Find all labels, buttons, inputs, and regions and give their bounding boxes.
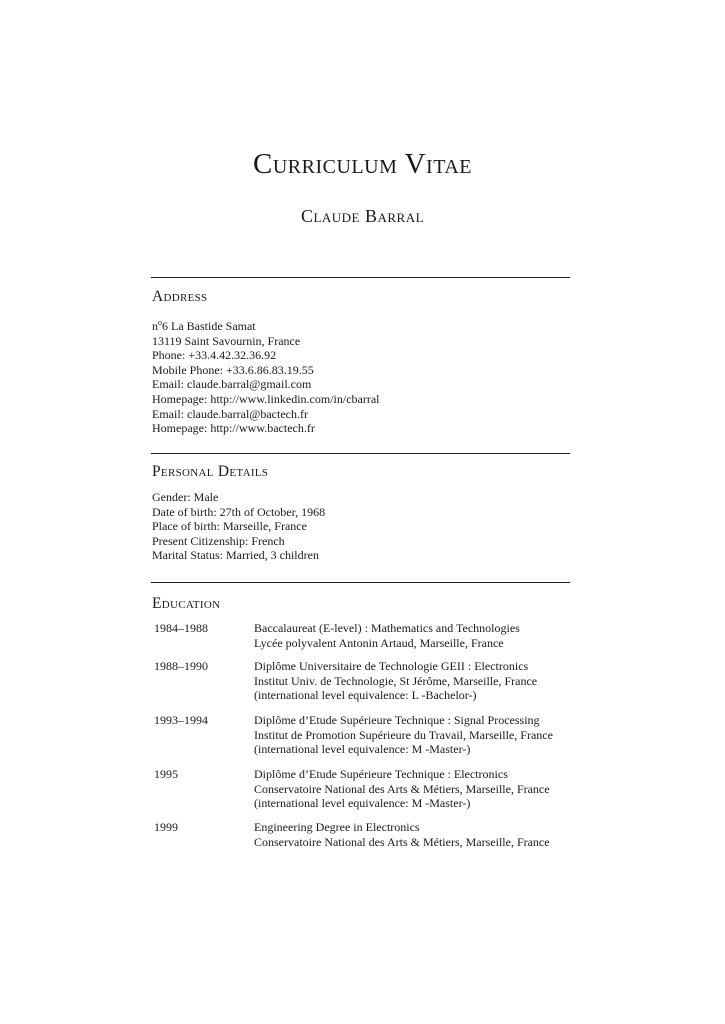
street-superscript: o bbox=[158, 318, 162, 327]
section-divider bbox=[151, 582, 570, 583]
homepage-line: Homepage: http://www.bactech.fr bbox=[152, 421, 315, 436]
author-name: Claude Barral bbox=[300, 206, 425, 226]
document-title: Curriculum Vitae bbox=[253, 148, 472, 180]
address-line: 13119 Saint Savournin, France bbox=[152, 333, 301, 348]
education-date: 1999 bbox=[154, 820, 178, 834]
personal-details-heading: Personal Details bbox=[152, 463, 269, 480]
education-line: Baccalaureat (E-level) : Mathematics and Technologies bbox=[254, 621, 520, 635]
street-prefix: n bbox=[152, 319, 158, 333]
education-heading: Education bbox=[152, 595, 221, 612]
education-line: (international level equivalence: M -Master-) bbox=[254, 742, 471, 757]
education-line: Conservatoire National des Arts & Métiers, Marseille, France bbox=[254, 834, 550, 849]
education-line: Institut de Promotion Supérieure du Travail, Marseille, France bbox=[254, 727, 553, 742]
education-line: Diplôme d’Etude Supérieure Technique : Electronics bbox=[254, 767, 508, 781]
section-divider bbox=[151, 277, 570, 278]
personal-details-block bbox=[152, 490, 325, 563]
education-line: (international level equivalence: M -Master-) bbox=[254, 796, 471, 811]
education-date: 1988–1990 bbox=[154, 659, 208, 673]
address-heading: Address bbox=[152, 288, 208, 305]
education-details bbox=[254, 713, 553, 757]
education-line: Engineering Degree in Electronics bbox=[254, 820, 420, 834]
mobile-phone-line: Mobile Phone: +33.6.86.83.19.55 bbox=[152, 362, 314, 377]
education-details bbox=[254, 621, 520, 650]
marital-status-line: Marital Status: Married, 3 children bbox=[152, 548, 319, 563]
birth-place-line: Place of birth: Marseille, France bbox=[152, 519, 307, 534]
education-line: Lycée polyvalent Antonin Artaud, Marseille, France bbox=[254, 635, 504, 650]
section-divider bbox=[151, 453, 570, 454]
phone-line: Phone: +33.4.42.32.36.92 bbox=[152, 348, 277, 363]
gender-line: Gender: Male bbox=[152, 490, 219, 504]
education-date: 1995 bbox=[154, 767, 178, 781]
education-line: Diplôme Universitaire de Technologie GEII : Electronics bbox=[254, 659, 529, 673]
homepage-line: Homepage: http://www.linkedin.com/in/cbarral bbox=[152, 391, 380, 406]
street-rest: 6 La Bastide Samat bbox=[162, 319, 256, 333]
email-line: Email: claude.barral@gmail.com bbox=[152, 377, 312, 392]
address-block bbox=[152, 316, 380, 436]
education-details bbox=[254, 659, 537, 703]
email-line: Email: claude.barral@bactech.fr bbox=[152, 406, 308, 421]
address-street bbox=[152, 316, 380, 334]
education-line: Conservatoire National des Arts & Métiers, Marseille, France bbox=[254, 781, 550, 796]
citizenship-line: Present Citizenship: French bbox=[152, 533, 285, 548]
education-date: 1993–1994 bbox=[154, 713, 208, 727]
education-date: 1984–1988 bbox=[154, 621, 208, 635]
education-details bbox=[254, 820, 550, 849]
education-line: (international level equivalence: L -Bachelor-) bbox=[254, 688, 477, 703]
education-line: Diplôme d’Etude Supérieure Technique : Signal Processing bbox=[254, 713, 540, 727]
birth-date-line: Date of birth: 27th of October, 1968 bbox=[152, 504, 326, 519]
education-details bbox=[254, 767, 550, 811]
education-line: Institut Univ. de Technologie, St Jérôme, Marseille, France bbox=[254, 673, 538, 688]
